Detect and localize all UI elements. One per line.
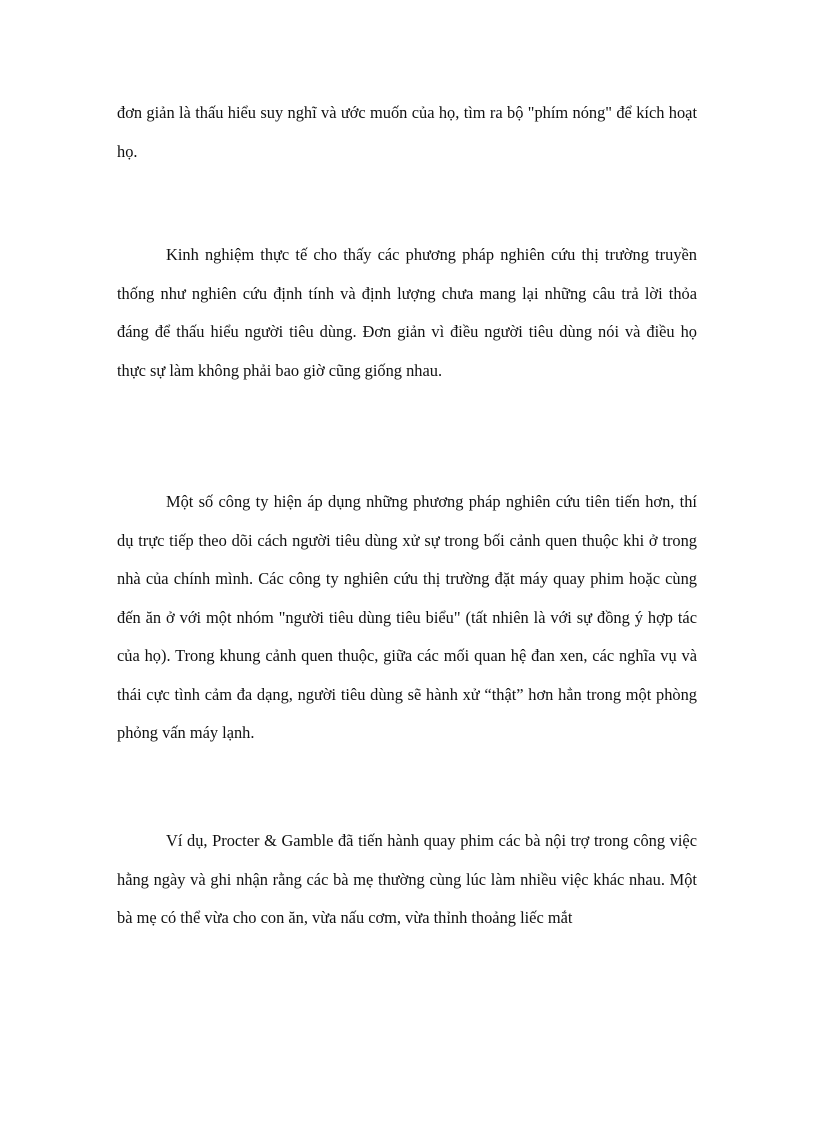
paragraph-procter-gamble-example: Ví dụ, Procter & Gamble đã tiến hành quay phim các bà nội trợ trong công việc hằng ngày và ghi nhận rằng các bà mẹ thường cùng lúc làm nhiều việc khác nhau. Một bà mẹ có thể vừa cho con ăn, vừa nấu cơm, vừa thỉnh thoảng liếc mắt <box>117 831 697 927</box>
paragraph-continuation: đơn giản là thấu hiểu suy nghĩ và ước muốn của họ, tìm ra bộ "phím nóng" để kích hoạt họ. <box>117 103 697 161</box>
paragraph-advanced-methods: Một số công ty hiện áp dụng những phương pháp nghiên cứu tiên tiến hơn, thí dụ trực tiếp theo dõi cách người tiêu dùng xử sự trong bối cảnh quen thuộc khi ở trong nhà của chính mình. Các công ty nghiên cứu thị trường đặt máy quay phim hoặc cùng đến ăn ở với một nhóm "người tiêu dùng tiêu biểu" (tất nhiên là với sự đồng ý hợp tác của họ). Trong khung cảnh quen thuộc, giữa các mối quan hệ đan xen, các nghĩa vụ và thái cực tình cảm đa dạng, người tiêu dùng sẽ hành xử “thật” hơn hẳn trong một phòng phỏng vấn máy lạnh. <box>117 492 697 742</box>
paragraph-research-methods: Kinh nghiệm thực tế cho thấy các phương pháp nghiên cứu thị trường truyền thống như nghiên cứu định tính và định lượng chưa mang lại những câu trả lời thỏa đáng để thấu hiểu người tiêu dùng. Đơn giản vì điều người tiêu dùng nói và điều họ thực sự làm không phải bao giờ cũng giống nhau. <box>117 245 697 380</box>
